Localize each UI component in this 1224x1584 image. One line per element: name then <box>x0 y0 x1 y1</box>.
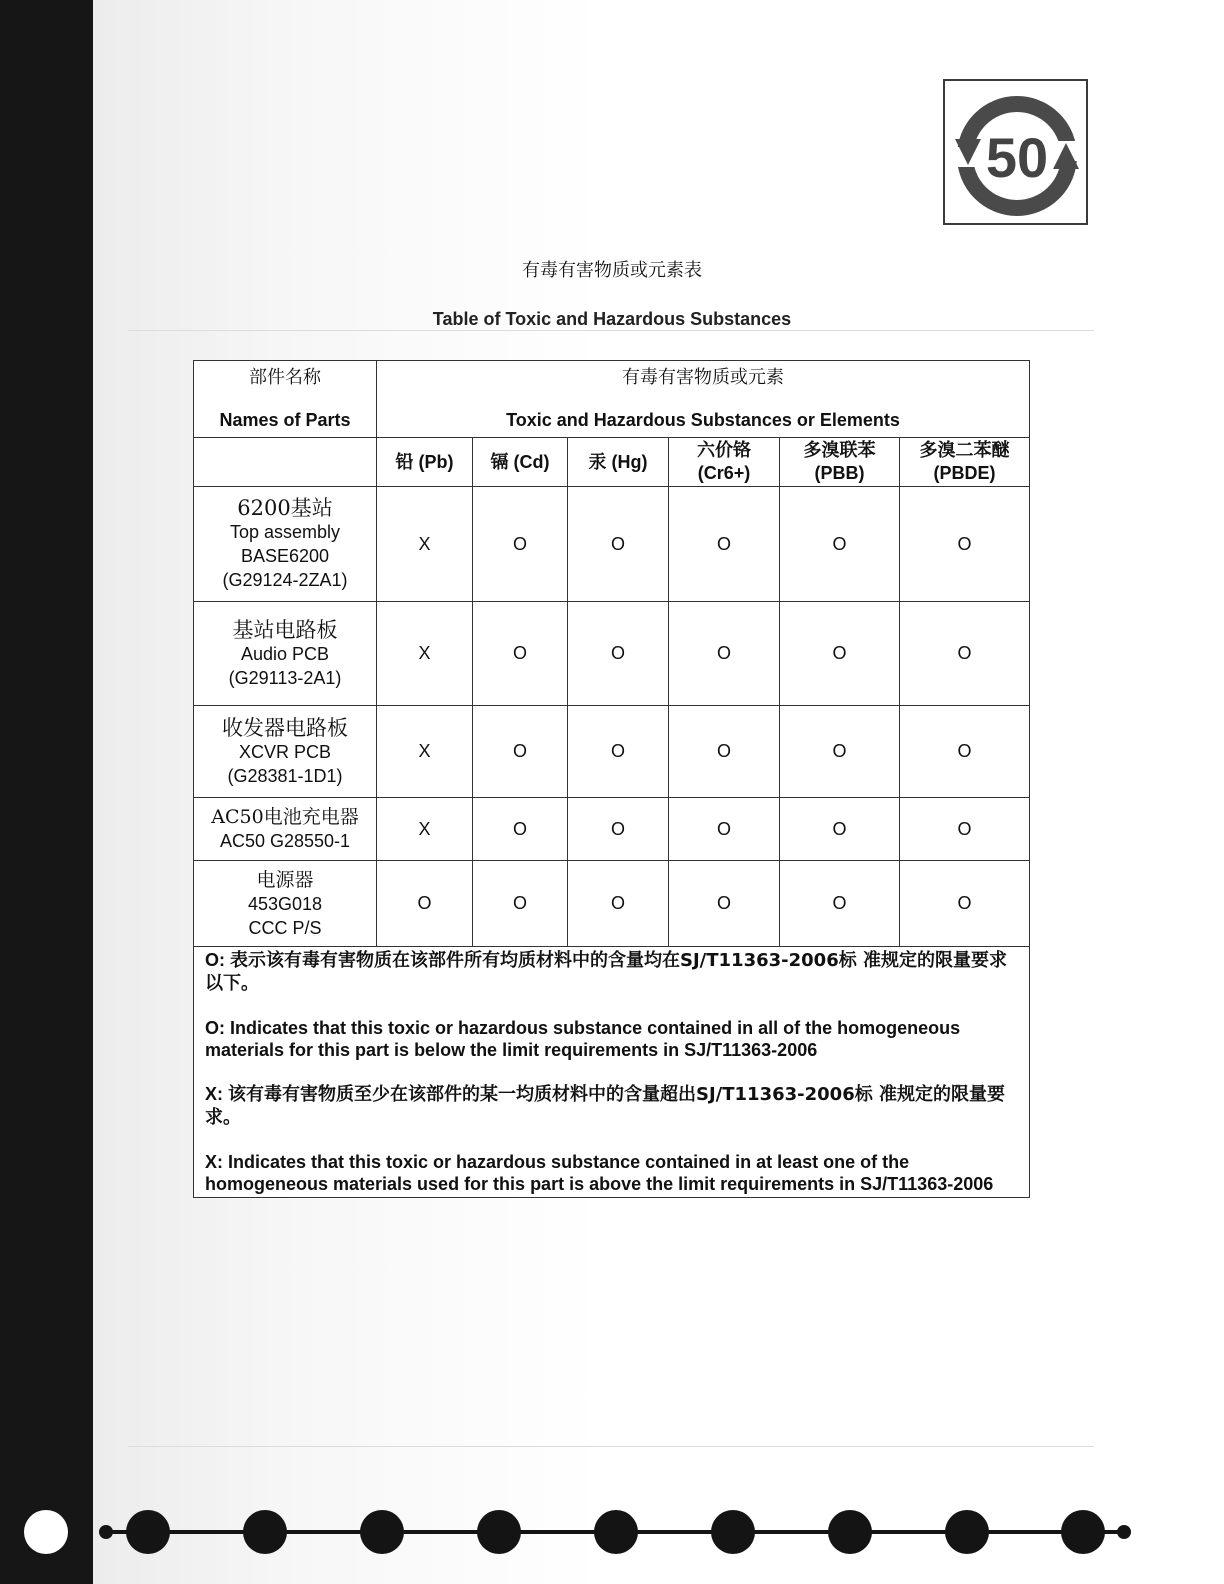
table-header-row <box>194 361 1030 438</box>
note-x-english: X: Indicates that this toxic or hazardous substance contained in at least one of the homogeneous materials used for this part is above the limit requirements in SJ/T11363-2006 <box>205 1152 994 1194</box>
hazardous-substances-table <box>193 360 1030 1198</box>
mark-cell: O <box>669 706 780 798</box>
mark-cell: O <box>568 602 669 706</box>
mark-cell: O <box>568 487 669 602</box>
table-row <box>194 798 1030 861</box>
part-name-cell: 电源器 453G018 CCC P/S <box>194 861 377 947</box>
mark-cell: X <box>377 487 473 602</box>
efup-50-logo <box>943 79 1088 225</box>
column-pbb: 多溴联苯 (PBB) <box>780 438 900 487</box>
mark-cell: X <box>377 798 473 861</box>
mark-cell: O <box>669 602 780 706</box>
title-chinese: 有毒有害物质或元素表 <box>522 260 702 281</box>
substance-columns-row <box>194 438 1030 487</box>
decorative-dot-line <box>0 1505 1224 1584</box>
mark-cell: O <box>473 706 568 798</box>
note-o-english: O: Indicates that this toxic or hazardous substance contained in all of the homogeneous materials for this part is below the limit requirements in SJ/T11363-2006 <box>205 1018 961 1060</box>
mark-cell: O <box>473 602 568 706</box>
substances-header-cell <box>377 361 1030 438</box>
mark-cell: O <box>780 706 900 798</box>
mark-cell: O <box>377 861 473 947</box>
part-name-cell: 基站电路板 Audio PCB (G29113-2A1) <box>194 602 377 706</box>
mark-cell: O <box>568 798 669 861</box>
recycle-50-icon <box>945 81 1086 223</box>
mark-cell: X <box>377 602 473 706</box>
left-sidebar-band <box>0 0 93 1584</box>
parts-header-cn: 部件名称 <box>249 367 321 388</box>
column-pbde: 多溴二苯醚 (PBDE) <box>900 438 1030 487</box>
mark-cell: O <box>900 861 1030 947</box>
mark-cell: O <box>568 706 669 798</box>
top-divider <box>128 330 1094 331</box>
parts-header-en: Names of Parts <box>219 410 351 430</box>
mark-cell: O <box>669 487 780 602</box>
mark-cell: O <box>780 602 900 706</box>
mark-cell: O <box>900 487 1030 602</box>
part-name-cell: AC50电池充电器 AC50 G28550-1 <box>194 798 377 861</box>
mark-cell: O <box>900 602 1030 706</box>
bottom-divider <box>128 1446 1094 1447</box>
mark-cell: O <box>900 798 1030 861</box>
mark-cell: O <box>780 798 900 861</box>
part-name-cell: 6200基站 Top assembly BASE6200 (G29124-2ZA1) <box>194 487 377 602</box>
table-row <box>194 861 1030 947</box>
notes-cell <box>194 947 1030 1198</box>
column-cd: 镉 (Cd) <box>473 438 568 487</box>
mark-cell: O <box>669 798 780 861</box>
logo-number: 50 <box>985 126 1049 189</box>
substances-header-en: Toxic and Hazardous Substances or Elements <box>506 410 900 430</box>
mark-cell: O <box>473 487 568 602</box>
table-row <box>194 602 1030 706</box>
note-o-chinese: O: 表示该有毒有害物质在该部件所有均质材料中的含量均在SJ/T11363-2006标 准规定的限量要求以下。 <box>205 950 1007 994</box>
mark-cell: O <box>568 861 669 947</box>
mark-cell: O <box>900 706 1030 798</box>
table-row <box>194 487 1030 602</box>
part-name-cell: 收发器电路板 XCVR PCB (G28381-1D1) <box>194 706 377 798</box>
mark-cell: O <box>780 861 900 947</box>
mark-cell: O <box>780 487 900 602</box>
title-english: Table of Toxic and Hazardous Substances <box>432 309 792 329</box>
notes-row <box>194 947 1030 1198</box>
mark-cell: O <box>669 861 780 947</box>
parts-header-cell <box>194 361 377 438</box>
mark-cell: O <box>473 798 568 861</box>
mark-cell: X <box>377 706 473 798</box>
column-hg: 汞 (Hg) <box>568 438 669 487</box>
note-x-chinese: X: 该有毒有害物质至少在该部件的某一均质材料中的含量超出SJ/T11363-2006标 准规定的限量要求。 <box>205 1084 1005 1128</box>
sidebar-dot <box>24 1510 68 1554</box>
column-pb: 铅 (Pb) <box>377 438 473 487</box>
column-cr6: 六价铬 (Cr6+) <box>669 438 780 487</box>
mark-cell: O <box>473 861 568 947</box>
empty-header-cell <box>194 438 377 487</box>
table-row <box>194 706 1030 798</box>
substances-header-cn: 有毒有害物质或元素 <box>622 367 784 388</box>
